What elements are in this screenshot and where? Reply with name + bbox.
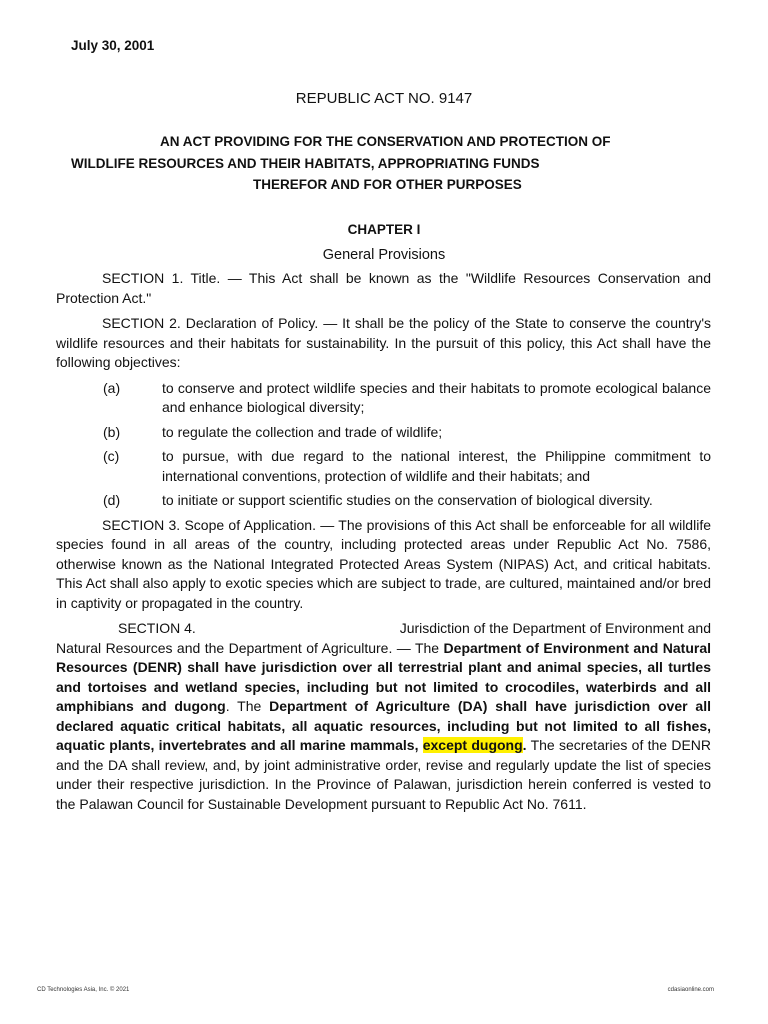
objective-item bbox=[56, 423, 711, 443]
act-title-line-1: AN ACT PROVIDING FOR THE CONSERVATION AND PROTECTION OF bbox=[160, 134, 611, 149]
document-date: July 30, 2001 bbox=[71, 38, 155, 53]
chapter-subheading: General Provisions bbox=[322, 247, 446, 263]
section-3: SECTION 3. Scope of Application. — The provisions of this Act shall be enforceable for all wildlife species found in all areas of the country, including protected areas under Republic Act No. 7586, otherwise known as the National Integrated Protected Areas System (NIPAS) Act, and critical habitats. This Act shall also apply to exotic species which are subject to trade, are cultured, maintained and/or bred in captivity or propagated in the country. bbox=[56, 516, 711, 611]
section-2: SECTION 2. Declaration of Policy. — It shall be the policy of the State to conserve the country's wildlife resources and their habitats for sustainability. In the pursuit of this policy, this Act shall have the following objectives: bbox=[56, 315, 711, 370]
objective-letter: (a) bbox=[103, 379, 121, 396]
section-4-body bbox=[56, 639, 711, 815]
objective-text: to initiate or support scientific studies on the conservation of biological diversity. bbox=[162, 492, 653, 508]
section-4-label: SECTION 4. bbox=[118, 620, 196, 636]
section-4-da-jurisdiction: Department of Agriculture (DA) shall have jurisdiction over all declared aquatic critical habitats, all aquatic resources, including but not limited to all fishes, aquatic plants, invertebrates and all marine mammals, bbox=[56, 698, 711, 753]
objective-item bbox=[56, 447, 711, 486]
objective-item bbox=[56, 491, 711, 511]
objective-letter: (d) bbox=[103, 492, 121, 508]
act-number: REPUBLIC ACT NO. 9147 bbox=[295, 90, 473, 107]
section-4-remainder: The secretaries of the DENR and the DA shall review, and, by joint administrative order, revise and regularly update the list of species under their respective jurisdiction. In the Province of Palawan, jurisdiction herein conferred is vested to the Palawan Council for Sustainable Development pursuant to Republic Act No. 7611. bbox=[56, 737, 712, 812]
section-4-title: Jurisdiction of the Department of Environment and bbox=[399, 620, 711, 636]
act-title-line-3: THEREFOR AND FOR OTHER PURPOSES bbox=[253, 177, 522, 192]
objective-item bbox=[56, 379, 711, 418]
section-4-continuation: Natural Resources and the Department of Agriculture. — The bbox=[56, 639, 444, 656]
objective-text: to pursue, with due regard to the national interest, the Philippine commitment to international conventions, protection of wildlife and their habitats; and bbox=[162, 448, 711, 484]
objective-text: to conserve and protect wildlife species and their habitats to promote ecological balance and enhance biological diversity; bbox=[162, 379, 711, 415]
objective-letter: (c) bbox=[103, 448, 120, 464]
section-4-period: . bbox=[522, 737, 527, 753]
objective-text: to regulate the collection and trade of wildlife; bbox=[162, 423, 443, 440]
document-body bbox=[56, 269, 711, 814]
section-4-connector: . The bbox=[225, 698, 270, 714]
chapter-heading: CHAPTER I bbox=[347, 222, 421, 237]
footer-copyright: CD Technologies Asia, Inc. © 2021 bbox=[37, 987, 130, 993]
section-4-denr-jurisdiction: Department of Environment and Natural Resources (DENR) shall have jurisdiction over all terrestrial plant and animal species, all turtles and tortoises and wetland species, including but not limited to crocodiles, waterbirds and all amphibians and dugong bbox=[56, 639, 711, 714]
section-4-heading bbox=[56, 619, 711, 639]
footer-website: cdasiaonline.com bbox=[667, 987, 714, 993]
highlighted-text: except dugong bbox=[422, 737, 523, 753]
act-title-line-2: WILDLIFE RESOURCES AND THEIR HABITATS, APPROPRIATING FUNDS bbox=[71, 156, 540, 171]
objective-letter: (b) bbox=[103, 423, 121, 440]
section-1: SECTION 1. Title. — This Act shall be known as the "Wildlife Resources Conservation and Protection Act." bbox=[56, 270, 711, 306]
